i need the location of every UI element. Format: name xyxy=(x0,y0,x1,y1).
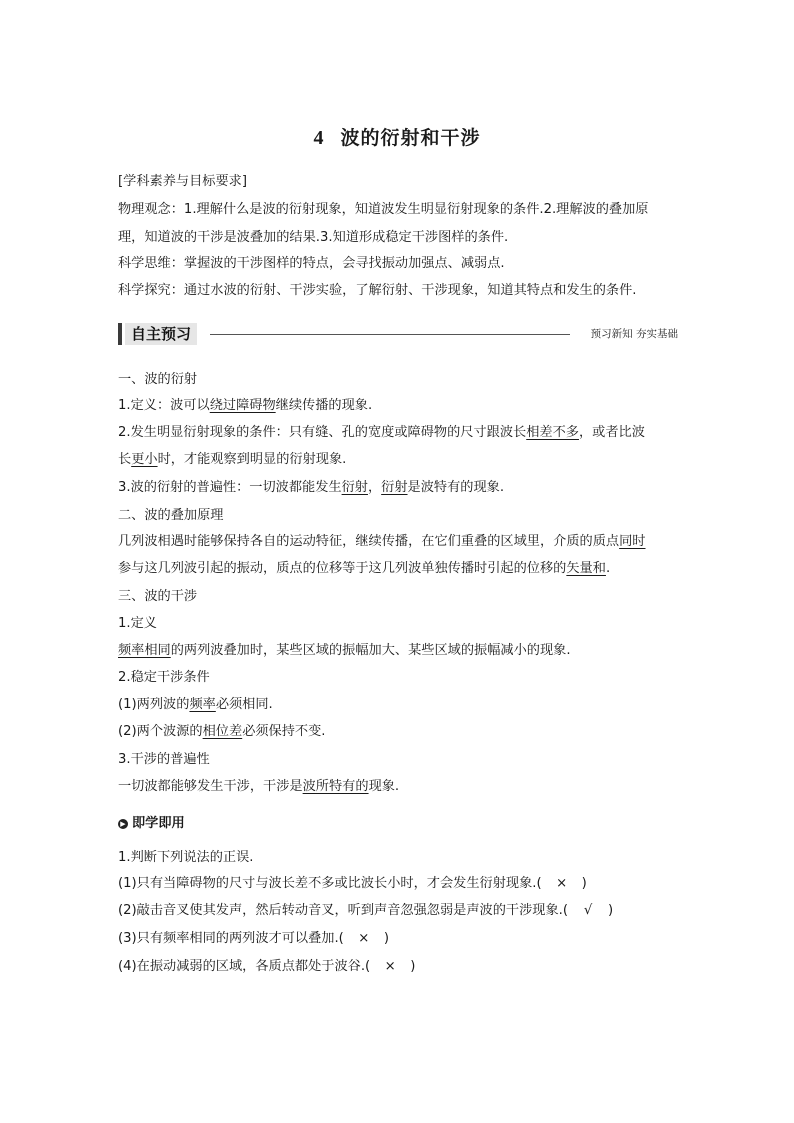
s3-c1-a: (1)两列波的 xyxy=(118,697,190,712)
s1-univ-a: 3.波的衍射的普遍性：一切波都能发生 xyxy=(118,480,342,495)
s3-c1-key: 频率 xyxy=(189,697,216,712)
s2-l2-b: . xyxy=(605,561,611,576)
s1-cond-a: 2.发生明显衍射现象的条件：只有缝、孔的宽度或障碍物的尺寸跟波长 xyxy=(118,425,527,440)
section-label: 自主预习 xyxy=(125,323,197,345)
page-title xyxy=(0,123,794,150)
goal-tanjiu: 科学探究：通过水波的衍射、干涉实验，了解衍射、干涉现象，知道其特点和发生的条件. xyxy=(118,283,637,298)
s1-cond-key: 相差不多 xyxy=(526,425,579,440)
title-text: 波的衍射和干涉 xyxy=(340,127,481,149)
practice-heading xyxy=(118,814,678,834)
s1-cond2-a: 长 xyxy=(118,452,132,467)
s2-l1-key: 同时 xyxy=(619,534,646,549)
judge-text: (1)只有当障碍物的尺寸与波长差不多或比波长小时，才会发生衍射现象.( xyxy=(118,876,542,891)
s1-univ-key2: 衍射 xyxy=(381,480,408,495)
s1-condition-line1 xyxy=(118,423,678,443)
judge-mark: √ xyxy=(583,903,593,918)
s1-definition xyxy=(118,396,678,416)
judge-text: (4)在振动减弱的区域，各质点都处于波谷.( xyxy=(118,959,371,974)
s1-univ-key1: 衍射 xyxy=(341,480,368,495)
judge-close: ) xyxy=(410,959,416,974)
s2-line2 xyxy=(118,559,678,579)
judge-mark: × xyxy=(384,959,396,974)
judge-text: (3)只有频率相同的两列波才可以叠加.( xyxy=(118,931,344,946)
s1-univ-c: 是波特有的现象. xyxy=(407,480,505,495)
s3-def-b: 的两列波叠加时，某些区域的振幅加大、某些区域的振幅减小的现象. xyxy=(170,643,571,658)
section-tag: 预习新知 夯实基础 xyxy=(590,328,678,340)
s1-heading: 一、波的衍射 xyxy=(118,372,198,387)
s2-heading: 二、波的叠加原理 xyxy=(118,508,224,523)
s1-def-a: 1.定义：波可以 xyxy=(118,398,210,413)
s3-definition xyxy=(118,641,678,661)
judge-mark: × xyxy=(556,876,568,891)
judge-close: ) xyxy=(383,931,389,946)
s2-line1 xyxy=(118,532,678,552)
s3-c1-b: 必须相同. xyxy=(215,697,273,712)
play-bullet-icon: ▶ xyxy=(118,819,128,829)
judge-mark: × xyxy=(358,931,370,946)
s3-univ-key: 波所特有的 xyxy=(302,779,369,794)
s1-cond2-key: 更小 xyxy=(131,452,158,467)
s3-univ-a: 一切波都能够发生干涉，干涉是 xyxy=(118,779,303,794)
s3-heading: 三、波的干涉 xyxy=(118,589,198,604)
s3-univ-heading: 3.干涉的普遍性 xyxy=(118,752,210,767)
s3-cond-heading: 2.稳定干涉条件 xyxy=(118,670,210,685)
s3-universality xyxy=(118,777,678,797)
s3-cond-2 xyxy=(118,722,678,742)
goals-heading: [学科素养与目标要求] xyxy=(118,174,247,189)
s3-univ-b: 现象. xyxy=(368,779,400,794)
goal-wuli-line1: 物理观念：1.理解什么是波的衍射现象，知道波发生明显衍射现象的条件.2.理解波的叠加原 xyxy=(118,202,649,217)
s1-universality xyxy=(118,478,678,498)
s1-cond-b: ，或者比波 xyxy=(578,425,645,440)
s1-def-b: 继续传播的现象. xyxy=(275,398,373,413)
judge-close: ) xyxy=(608,903,614,918)
judge-item xyxy=(118,901,678,921)
s3-cond-1 xyxy=(118,695,678,715)
s3-c2-key: 相位差 xyxy=(202,724,243,739)
section-rule xyxy=(210,334,570,335)
judge-text: (2)敲击音叉使其发声，然后转动音叉，听到声音忽强忽弱是声波的干涉现象.( xyxy=(118,903,569,918)
goal-wuli-line2: 理，知道波的干涉是波叠加的结果.3.知道形成稳定干涉图样的条件. xyxy=(118,230,509,245)
s1-condition-line2 xyxy=(118,450,678,470)
s3-c2-b: 必须保持不变. xyxy=(242,724,326,739)
judge-item xyxy=(118,874,678,894)
judge-item xyxy=(118,929,678,949)
s1-cond2-b: 时，才能观察到明显的衍射现象. xyxy=(157,452,347,467)
judge-close: ) xyxy=(581,876,587,891)
section-stripe xyxy=(118,323,122,345)
s3-def-heading: 1.定义 xyxy=(118,616,157,631)
goal-siwei: 科学思维：掌握波的干涉图样的特点，会寻找振动加强点、减弱点. xyxy=(118,256,505,271)
practice-heading-text: 即学即用 xyxy=(132,816,185,831)
title-number: 4 xyxy=(313,127,325,149)
s3-c2-a: (2)两个波源的 xyxy=(118,724,203,739)
s2-l2-key: 矢量和 xyxy=(566,561,606,576)
practice-q1: 1.判断下列说法的正误. xyxy=(118,850,254,865)
s2-l1-a: 几列波相遇时能够保持各自的运动特征，继续传播，在它们重叠的区域里，介质的质点 xyxy=(118,534,620,549)
judge-item xyxy=(118,957,678,977)
s1-univ-b: ， xyxy=(367,480,382,495)
section-header-bar xyxy=(118,323,678,347)
s1-def-key: 绕过障碍物 xyxy=(209,398,276,413)
s3-def-key: 频率相同 xyxy=(118,643,171,658)
s2-l2-a: 参与这几列波引起的振动，质点的位移等于这几列波单独传播时引起的位移的 xyxy=(118,561,567,576)
